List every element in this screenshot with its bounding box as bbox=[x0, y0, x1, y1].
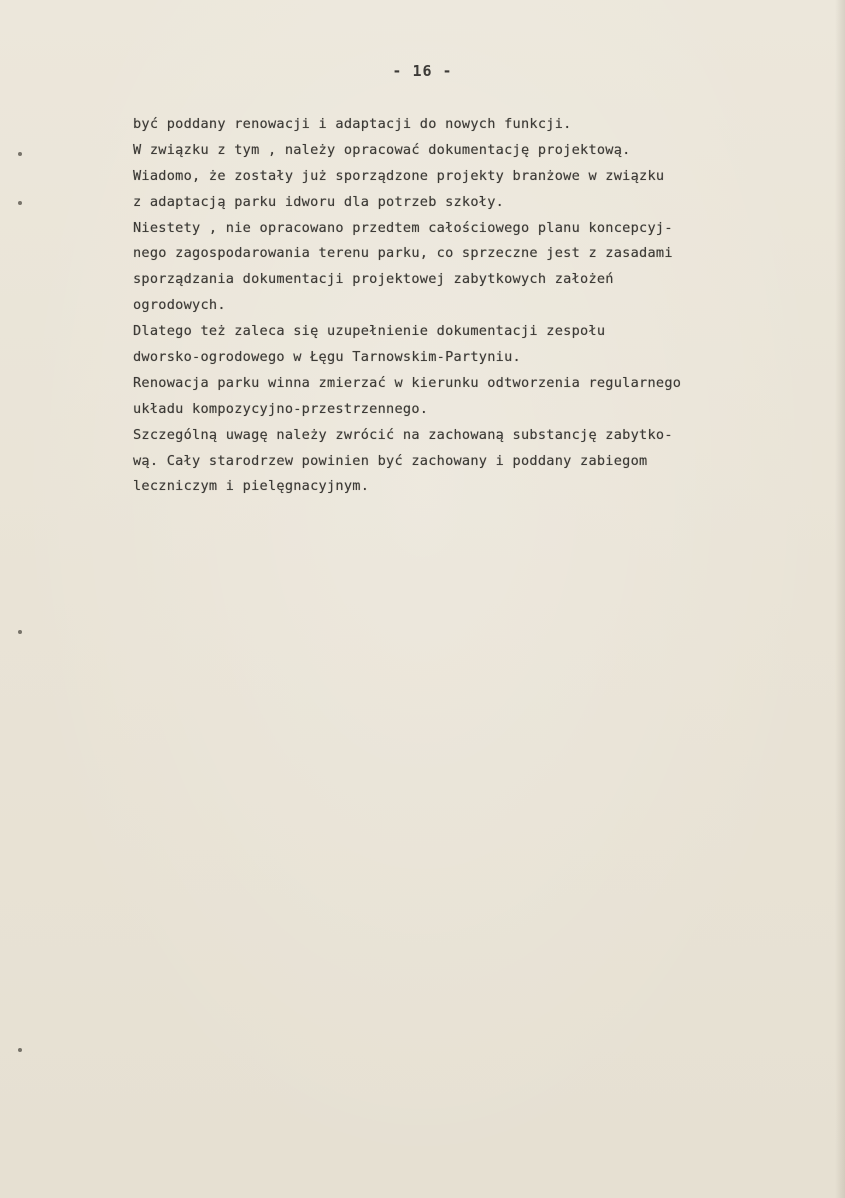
text-line: z adaptacją parku idworu dla potrzeb szkoły. bbox=[133, 193, 505, 210]
text-line: Dlatego też zaleca się uzupełnienie dokumentacji zespołu bbox=[133, 323, 606, 340]
text-line: ogrodowych. bbox=[133, 297, 226, 314]
punch-hole-mark bbox=[18, 152, 22, 156]
text-line: leczniczym i pielęgnacyjnym. bbox=[133, 478, 370, 495]
text-line: dworsko-ogrodowego w Łęgu Tarnowskim-Partyniu. bbox=[133, 349, 521, 366]
punch-hole-mark bbox=[18, 630, 22, 634]
text-line: układu kompozycyjno-przestrzennego. bbox=[133, 400, 429, 417]
page-edge-shadow bbox=[835, 0, 845, 1198]
text-line: wą. Cały starodrzew powinien być zachowany i poddany zabiegom bbox=[133, 452, 648, 469]
text-line: Szczególną uwagę należy zwrócić na zachowaną substancję zabytko- bbox=[133, 426, 673, 443]
text-line: sporządzania dokumentacji projektowej zabytkowych założeń bbox=[133, 271, 614, 288]
punch-hole-mark bbox=[18, 201, 22, 205]
page-number: - 16 - bbox=[392, 62, 453, 80]
text-line: być poddany renowacji i adaptacji do nowych funkcji. bbox=[133, 116, 572, 132]
text-line: nego zagospodarowania terenu parku, co sprzeczne jest z zasadami bbox=[133, 245, 673, 262]
text-line: Renowacja parku winna zmierzać w kierunku odtworzenia regularnego bbox=[133, 374, 682, 391]
body-text bbox=[133, 112, 823, 500]
text-line: W związku z tym , należy opracować dokumentację projektową. bbox=[133, 141, 631, 158]
text-line: Niestety , nie opracowano przedtem całościowego planu koncepcyj- bbox=[133, 219, 673, 236]
text-line: Wiadomo, że zostały już sporządzone projekty branżowe w związku bbox=[133, 167, 665, 184]
punch-hole-mark bbox=[18, 1048, 22, 1052]
